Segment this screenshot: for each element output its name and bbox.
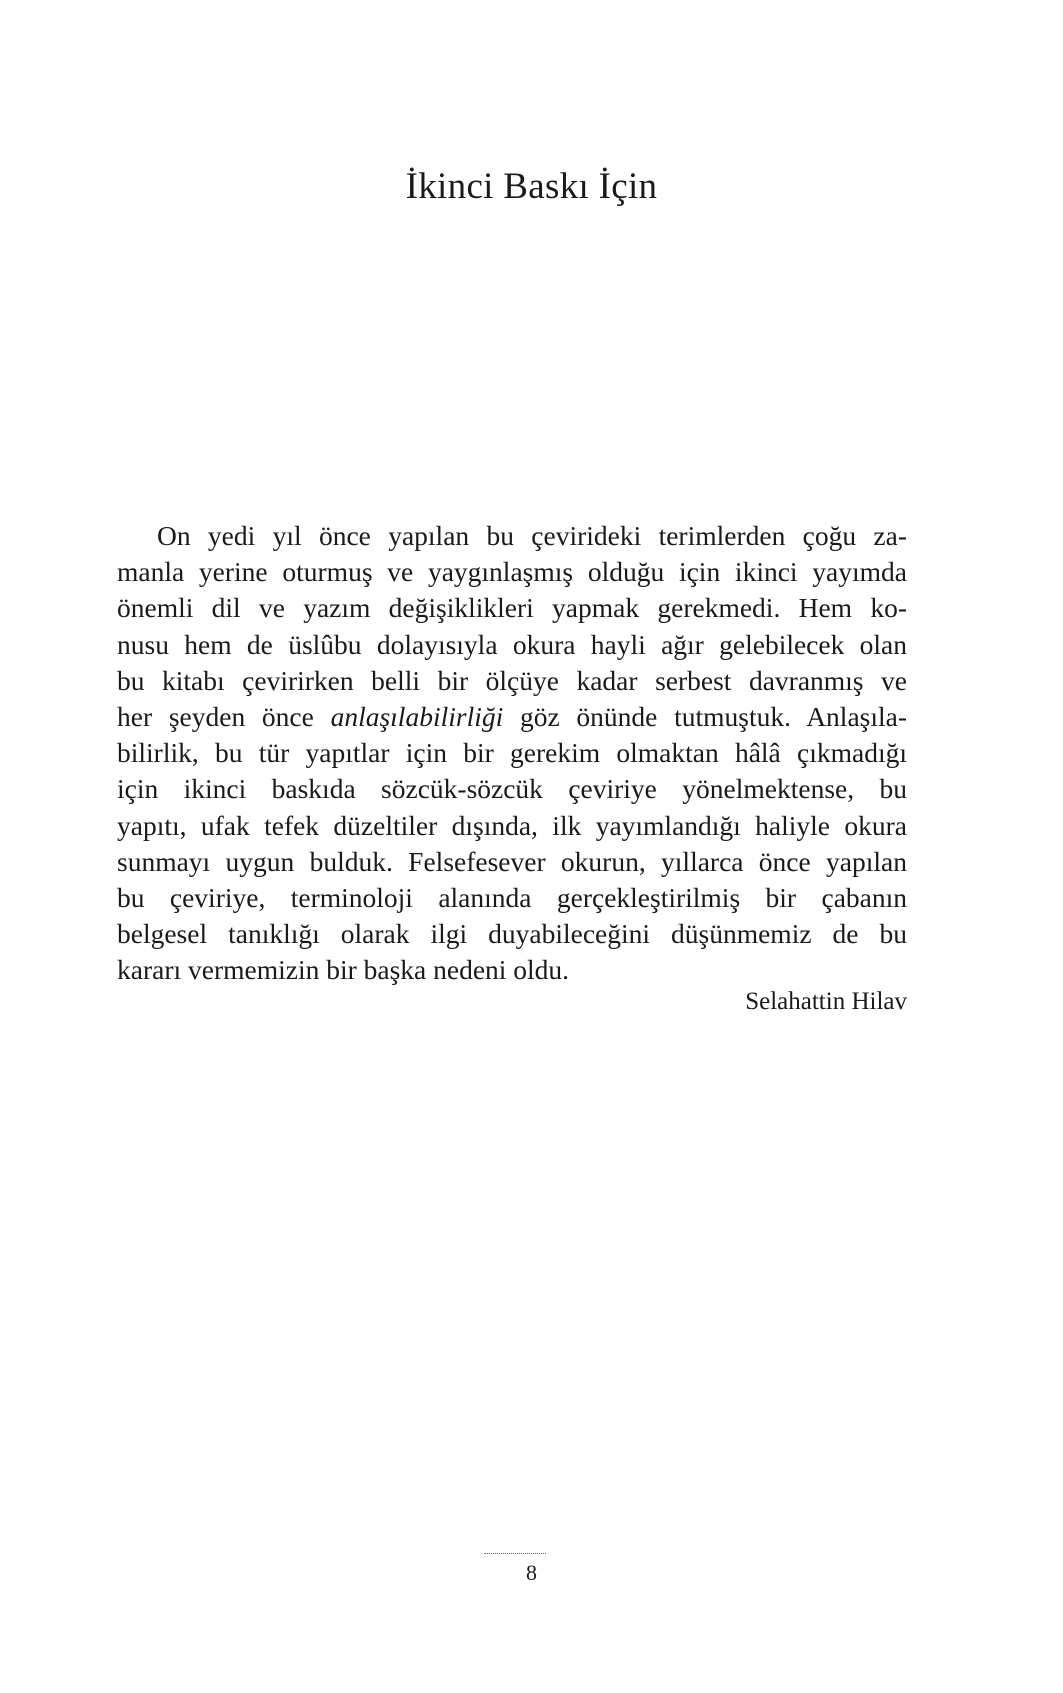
page-number-divider [484, 1553, 546, 1554]
paragraph-line: bu kitabı çevirirken belli bir ölçüye kadar serbest davranmış ve [117, 664, 907, 696]
page-title: İkinci Baskı İçin [405, 166, 658, 207]
line-text: her şeyden önce [117, 701, 331, 733]
paragraph-line: için ikinci baskıda sözcük-sözcük çeviriye yönelmektense, bu [117, 773, 907, 805]
paragraph-line: bilirlik, bu tür yapıtlar için bir gerekim olmaktan hâlâ çıkmadığı [117, 737, 907, 769]
signature: Selahattin Hilav [745, 988, 907, 1015]
paragraph-line: yapıtı, ufak tefek düzeltiler dışında, ilk yayımlandığı haliyle okura [117, 809, 907, 841]
paragraph-line: sunmayı uygun bulduk. Felsefesever okurun, yıllarca önce yapılan [117, 845, 907, 877]
paragraph-line: belgesel tanıklığı olarak ilgi duyabileceğini düşünmemiz de bu [117, 918, 907, 950]
italic-term: anlaşılabilirliği [330, 701, 504, 733]
paragraph-line: manla yerine oturmuş ve yaygınlaşmış olduğu için ikinci yayımda [117, 556, 907, 588]
page-number: 8 [526, 1560, 537, 1585]
paragraph-line: bu çeviriye, terminoloji alanında gerçekleştirilmiş bir çabanın [117, 882, 907, 914]
body-paragraph [117, 518, 907, 989]
paragraph-line: önemli dil ve yazım değişiklikleri yapmak gerekmedi. Hem ko- [117, 592, 907, 624]
paragraph-line: On yedi yıl önce yapılan bu çevirideki terimlerden çoğu za- [157, 520, 907, 551]
line-text: göz önünde tutmuştuk. Anlaşıla- [503, 701, 907, 733]
paragraph-line: nusu hem de üslûbu dolayısıyla okura hayli ağır gelebilecek olan [117, 628, 907, 660]
paragraph-line: kararı vermemizin bir başka nedeni oldu. [117, 954, 570, 986]
paragraph-line [117, 699, 907, 735]
